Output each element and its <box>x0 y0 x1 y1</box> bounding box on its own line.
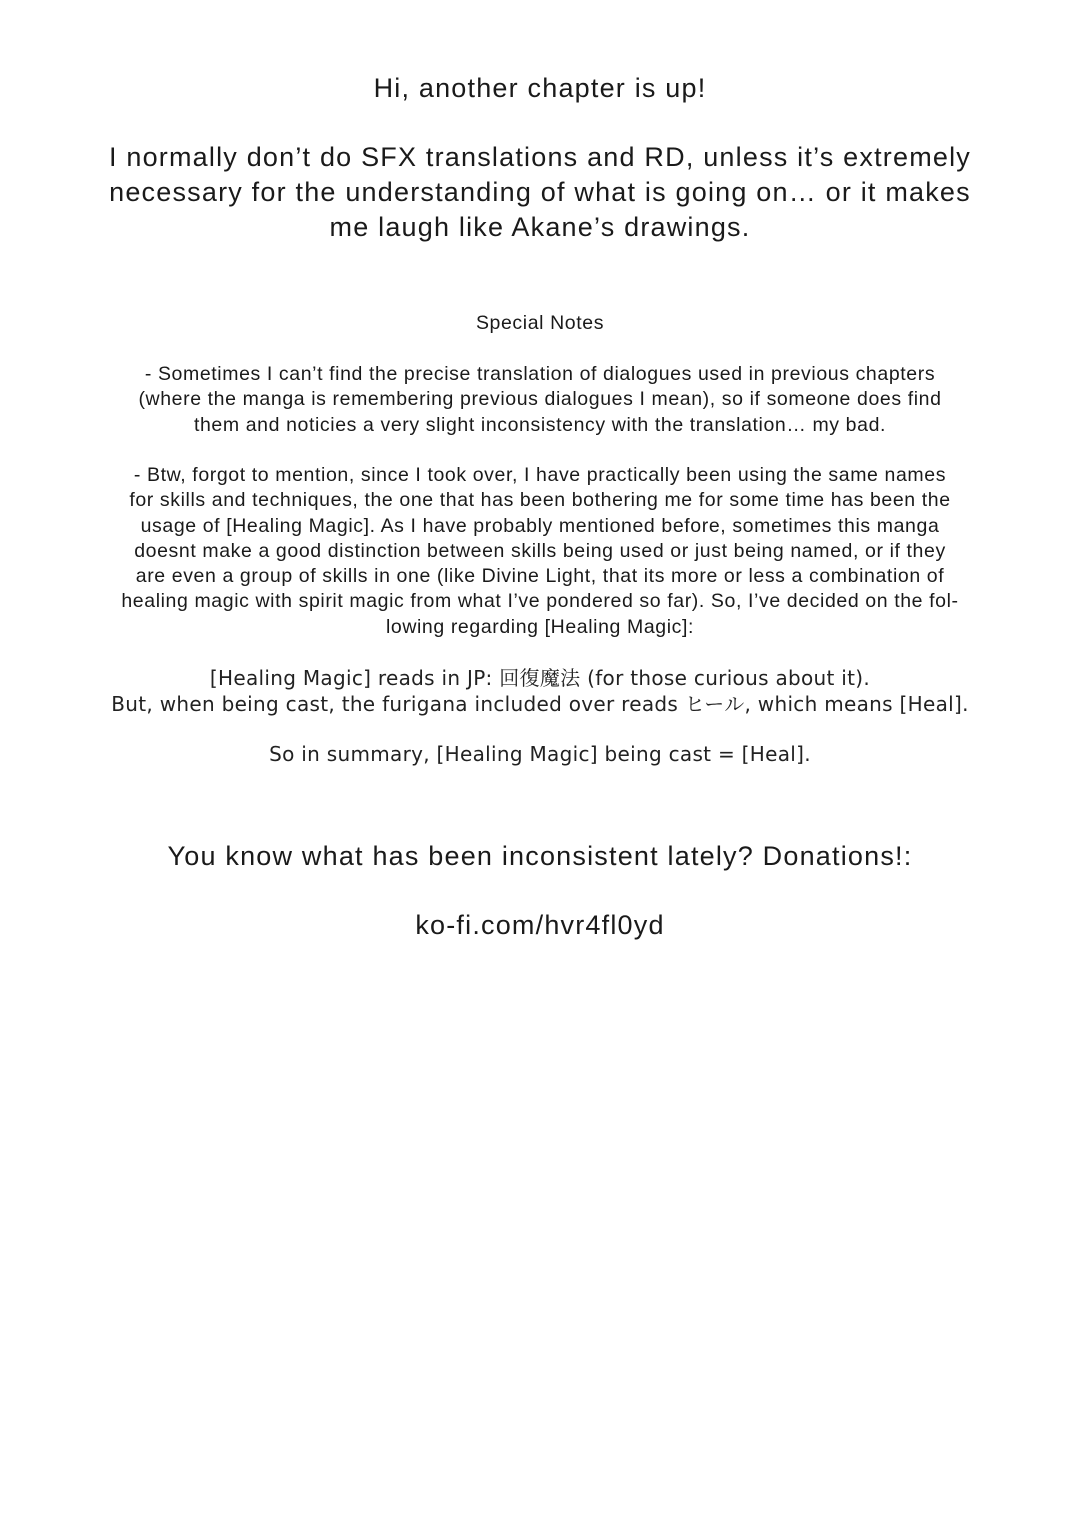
summary-note: So in summary, [Healing Magic] being cast = [Heal]. <box>269 742 811 766</box>
intro-line: me laugh like Akane’s drawings. <box>329 212 751 242</box>
note-line: (where the manga is remembering previous dialogues I mean), so if someone does find <box>138 388 942 411</box>
note-line: - Btw, forgot to mention, since I took over, I have practically been using the same names <box>133 464 947 486</box>
note-line: them and noticies a very slight inconsistency with the translation… my bad. <box>193 413 887 436</box>
intro-paragraph <box>40 140 1040 245</box>
jp-reading-line: [Healing Magic] reads in JP: 回復魔法 (for those curious about it). <box>209 666 871 690</box>
note-line: healing magic with spirit magic from what I’ve pondered so far). So, I’ve decided on the fol- <box>121 590 959 613</box>
jp-reading-line: But, when being cast, the furigana included over reads ヒール, which means [Heal]. <box>111 692 969 716</box>
jp-reading-note <box>40 665 1040 717</box>
donation-link: ko-fi.com/hvr4fl0yd <box>415 910 665 940</box>
special-notes-heading: Special Notes <box>475 312 605 334</box>
intro-line: I normally don’t do SFX translations and RD, unless it’s extremely <box>108 142 972 172</box>
note-line: for skills and techniques, the one that has been bothering me for some time has been the <box>129 489 951 512</box>
intro-line: necessary for the understanding of what is going on… or it makes <box>109 177 971 207</box>
donation-text: You know what has been inconsistent lately? Donations!: <box>167 841 913 871</box>
note-line: lowing regarding [Healing Magic]: <box>385 615 695 638</box>
note-line: usage of [Healing Magic]. As I have probably mentioned before, sometimes this manga <box>140 514 940 537</box>
note-line: - Sometimes I can’t find the precise translation of dialogues used in previous chapters <box>144 363 936 385</box>
greeting: Hi, another chapter is up! <box>373 73 707 103</box>
note-healing-magic <box>40 463 1040 640</box>
note-line: doesnt make a good distinction between skills being used or just being named, or if they <box>134 539 946 562</box>
note-line: are even a group of skills in one (like Divine Light, that its more or less a combination of <box>135 565 945 588</box>
note-dialogue-translation <box>40 362 1040 438</box>
